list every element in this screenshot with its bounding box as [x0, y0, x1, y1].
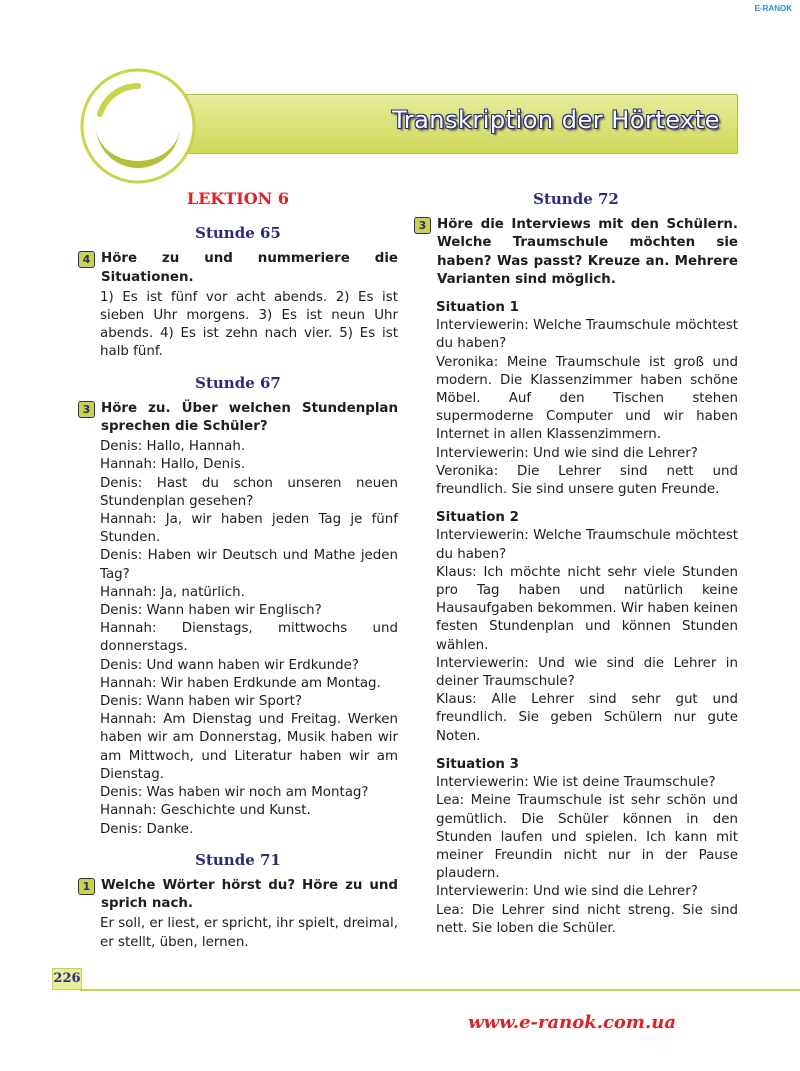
left-column [78, 190, 398, 952]
dialogue-line: Denis: Was haben wir noch am Montag? [100, 785, 369, 801]
stunde-71-heading: Stunde 71 [195, 850, 281, 869]
task-3-s72 [414, 216, 738, 289]
dialogue-line: Hannah: Dienstags, mittwochs und donnerstags. [100, 621, 398, 655]
footer-website-link[interactable]: www.e-ranok.com.ua [468, 1012, 676, 1033]
dialogue-line: Denis: Hallo, Hannah. [100, 439, 246, 455]
task-number-badge: 4 [78, 251, 95, 268]
stunde-72-heading: Stunde 72 [533, 190, 619, 208]
situation-1-heading: Situation 1 [436, 300, 519, 316]
dialogue-line: Denis: Hast du schon unseren neuen Stundenplan gesehen? [100, 475, 398, 509]
page-number: 226 [52, 968, 82, 990]
task-number-badge: 3 [78, 401, 95, 418]
task-body [78, 289, 398, 362]
footer-divider [80, 989, 800, 991]
dialogue-line: Interviewerin: Wie ist deine Traumschule? [436, 775, 716, 791]
transcript-text: 1) Es ist fünf vor acht abends. 2) Es ist sieben Uhr morgens. 3) Es ist neun Uhr abends. 4) Es ist zehn nach vier. 5) Es ist halb fünf. [100, 289, 398, 360]
task-number-badge: 1 [78, 878, 95, 895]
dialogue-line: Interviewerin: Welche Traumschule möchtest du haben? [436, 528, 738, 562]
dialogue-line: Denis: Wann haben wir Sport? [100, 694, 302, 710]
task-instruction: Höre zu und nummeriere die Situationen. [101, 251, 398, 285]
dialogue-line: Interviewerin: Und wie sind die Lehrer in deiner Traumschule? [436, 655, 738, 690]
situation-3-heading: Situation 3 [436, 756, 519, 772]
dialogue-line: Denis: Wann haben wir Englisch? [100, 603, 322, 619]
publisher-logo: E-RANOK [754, 4, 792, 13]
dialogue-line: Hannah: Geschichte und Kunst. [100, 803, 311, 819]
lektion-heading: LEKTION 6 [186, 189, 289, 208]
task-instruction: Höre die Interviews mit den Schülern. Welche Traumschule möchten sie haben? Was passt? Kreuze an. Mehrere Varianten sind möglich. [437, 217, 738, 287]
dialogue-line: Interviewerin: Und wie sind die Lehrer? [436, 445, 698, 461]
stunde-65-heading: Stunde 65 [195, 224, 281, 243]
situation-2-heading: Situation 2 [436, 510, 519, 526]
dialogue-line: Denis: Haben wir Deutsch und Mathe jeden Tag? [100, 548, 398, 582]
dialogue-line: Interviewerin: Welche Traumschule möchtest du haben? [436, 318, 738, 352]
task-4-s65 [78, 250, 398, 286]
task-body [78, 438, 398, 838]
dialogue-line: Hannah: Am Dienstag und Freitag. Werken haben wir am Donnerstag, Musik haben wir am Mittwoch, und Literatur haben wir am Dienstag. [100, 712, 398, 782]
dialogue-line: Hannah: Ja, wir haben jeden Tag je fünf Stunden. [100, 512, 398, 546]
dialogue-line: Hannah: Wir haben Erdkunde am Montag. [100, 675, 381, 691]
crescent-logo-icon [78, 66, 198, 186]
dialogue-line: Lea: Die Lehrer sind nicht streng. Sie sind nett. Sie loben die Schüler. [436, 902, 738, 936]
dialogue-line: Klaus: Ich möchte nicht sehr viele Stunden pro Tag haben und natürlich keine Hausaufgaben bekommen. Wir haben keinen festen Stundenplan und können Stunden wählen. [436, 564, 738, 653]
task-1-s71 [78, 877, 398, 913]
dialogue-line: Denis: Und wann haben wir Erdkunde? [100, 657, 359, 673]
dialogue-line: Veronika: Meine Traumschule ist groß und modern. Die Klassenzimmer haben schöne Möbel. Auf den Tischen stehen supermoderne Computer und wir haben Internet in allen Klassenzimmern. [436, 354, 738, 443]
task-instruction: Welche Wörter hörst du? Höre zu und sprich nach. [101, 877, 398, 912]
task-number-badge: 3 [414, 217, 431, 234]
task-body [414, 299, 738, 938]
dialogue-line: Hannah: Hallo, Denis. [100, 457, 246, 473]
task-3-s67 [78, 400, 398, 436]
task-instruction: Höre zu. Über welchen Stundenplan sprechen die Schüler? [101, 400, 398, 435]
transcript-text: Er soll, er liest, er spricht, ihr spielt, dreimal, er stellt, üben, lernen. [100, 916, 398, 950]
dialogue-line: Interviewerin: Und wie sind die Lehrer? [436, 884, 698, 900]
page-title: Transkription der Hörtexte [392, 106, 720, 134]
dialogue-line: Denis: Danke. [100, 821, 194, 837]
dialogue-line: Lea: Meine Traumschule ist sehr schön und gemütlich. Die Schüler können in den Stunden laufen und spielen. Ich kann mit meiner Freundin nicht nur in der Pause plaudern. [436, 793, 738, 882]
dialogue-line: Klaus: Alle Lehrer sind sehr gut und freundlich. Sie geben Schülern nur gute Noten. [436, 692, 738, 744]
dialogue-line: Hannah: Ja, natürlich. [100, 584, 245, 600]
task-body [78, 915, 398, 951]
right-column [414, 190, 738, 938]
stunde-67-heading: Stunde 67 [195, 373, 281, 392]
dialogue-line: Veronika: Die Lehrer sind nett und freundlich. Sie sind unsere guten Freunde. [436, 463, 738, 498]
